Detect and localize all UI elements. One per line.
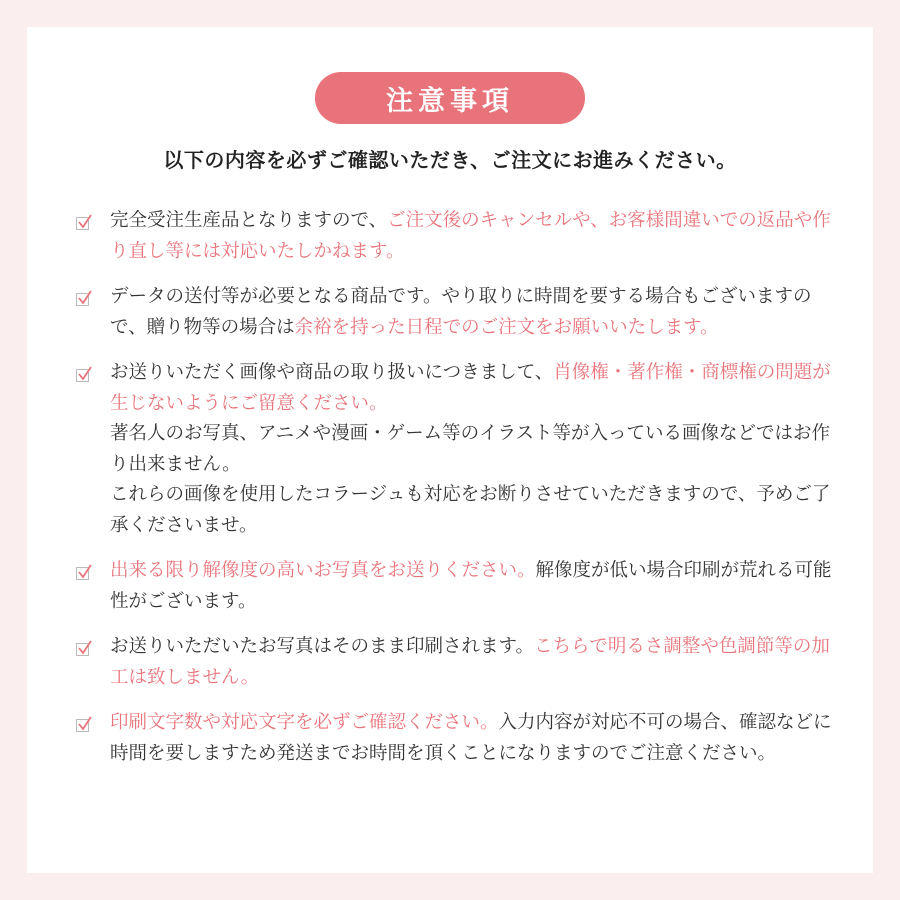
notice-item bbox=[76, 282, 836, 343]
body-text: これらの画像を使用したコラージュも対応をお断りさせていただきますので、予めご了承くださいませ。 bbox=[110, 484, 831, 536]
body-text: 解像度が低い場合印刷が荒れる可能性がございます。 bbox=[110, 560, 832, 612]
notice-item bbox=[76, 556, 836, 617]
subtitle: 以下の内容を必ずご確認いただき、ご注文にお進みください。 bbox=[163, 148, 737, 172]
highlighted-text: 肖像権・著作権・商標権の問題が生じないようにご留意ください。 bbox=[110, 362, 831, 414]
checkbox-checked-icon bbox=[76, 564, 92, 580]
checkbox-checked-icon bbox=[76, 214, 92, 230]
notice-paragraph bbox=[110, 358, 836, 419]
body-text: 入力内容が対応不可の場合、確認などに時間を要しますため発送までお時間を頂くことになりますのでご注意ください。 bbox=[110, 712, 832, 764]
notice-item bbox=[76, 358, 836, 541]
notice-paragraph bbox=[110, 708, 836, 769]
notice-paragraph bbox=[110, 282, 836, 343]
notice-item bbox=[76, 708, 836, 769]
highlighted-text: こちらで明るさ調整や色調節等の加工は致しません。 bbox=[110, 636, 830, 688]
notice-paragraph bbox=[110, 556, 836, 617]
notice-item bbox=[76, 632, 836, 693]
notice-item bbox=[76, 206, 836, 267]
notice-paragraph bbox=[110, 419, 836, 480]
checkbox-checked-icon bbox=[76, 640, 92, 656]
checkbox-checked-icon bbox=[76, 290, 92, 306]
highlighted-text: 出来る限り解像度の高いお写真をお送りください。 bbox=[110, 560, 536, 581]
checkbox-checked-icon bbox=[76, 366, 92, 382]
title-badge: 注意事項 bbox=[315, 72, 585, 124]
highlighted-text: ご注文後のキャンセルや、お客様間違いでの返品や作り直し等には対応いたしかねます。 bbox=[110, 210, 831, 262]
checkbox-checked-icon bbox=[76, 716, 92, 732]
body-text: お送りいただいたお写真はそのまま印刷されます。 bbox=[110, 636, 535, 657]
notice-list bbox=[76, 206, 836, 784]
body-text: お送りいただく画像や商品の取り扱いにつきまして、 bbox=[110, 362, 554, 383]
notice-paragraph bbox=[110, 480, 836, 541]
body-text: 著名人のお写真、アニメや漫画・ゲーム等のイラスト等が入っている画像などではお作り出来ません。 bbox=[110, 423, 831, 475]
body-text: 完全受注生産品となりますので、 bbox=[110, 210, 388, 231]
notice-paragraph bbox=[110, 206, 836, 267]
highlighted-text: 余裕を持った日程でのご注文をお願いいたします。 bbox=[294, 316, 719, 338]
notice-paragraph bbox=[110, 632, 836, 693]
body-text: データの送付等が必要となる商品です。やり取りに時間を要する場合もございますので、贈り物等の場合は bbox=[110, 286, 812, 338]
highlighted-text: 印刷文字数や対応文字を必ずご確認ください。 bbox=[110, 712, 499, 733]
